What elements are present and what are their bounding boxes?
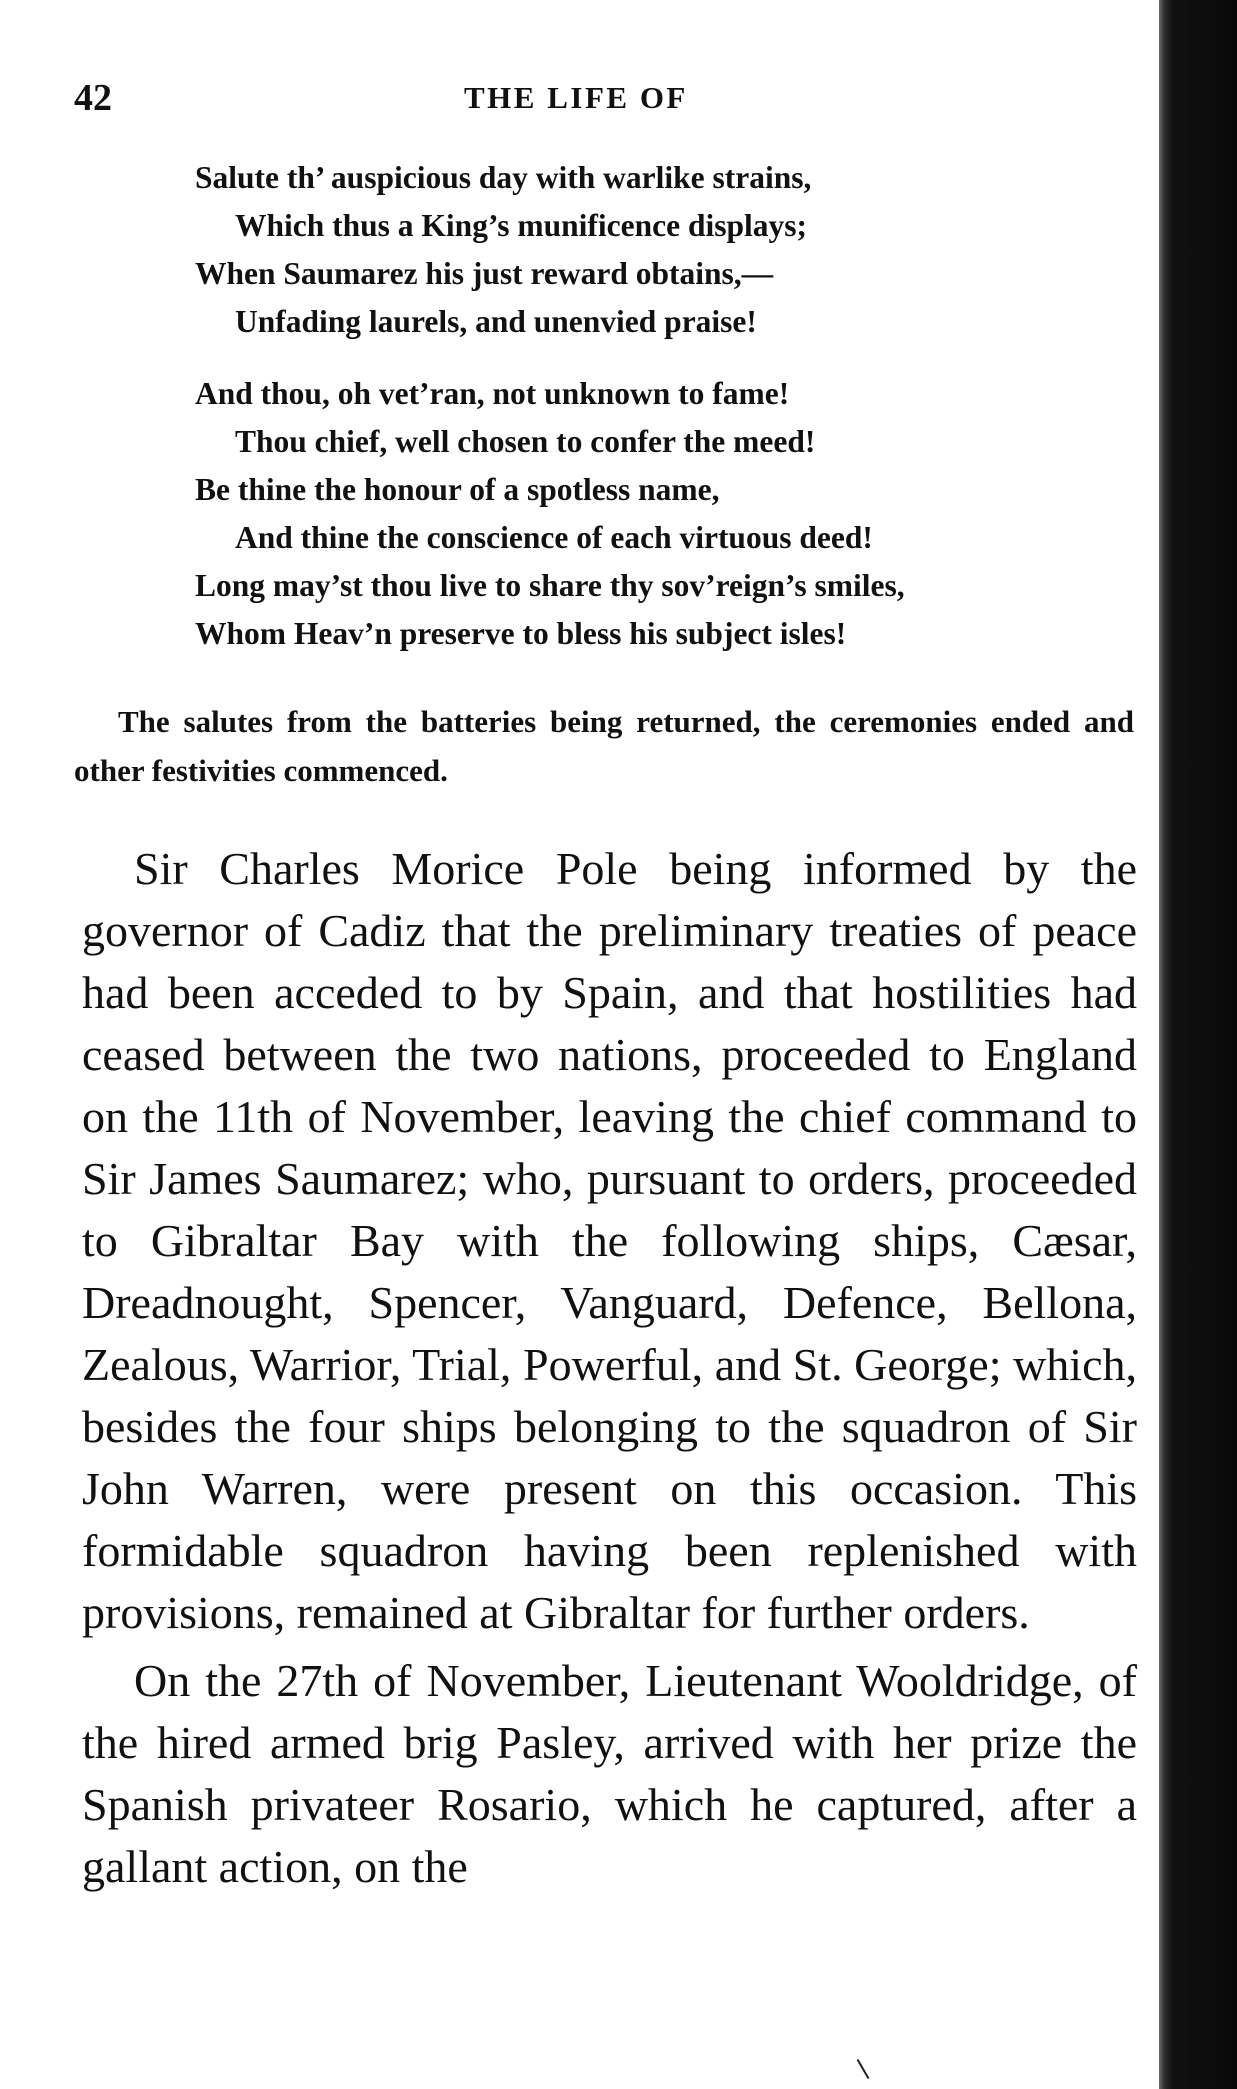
running-head: THE LIFE OF <box>464 80 688 115</box>
stray-ink-mark <box>857 2059 870 2079</box>
body-paragraph: On the 27th of November, Lieutenant Wooldridge, of the hired armed brig Pasley, arrived with her prize the Spanish privateer Rosario, which he captured, after a gallant action, on the <box>82 1655 1137 1892</box>
verse-line: Unfading laurels, and unenvied praise! <box>235 304 757 339</box>
poem <box>195 154 1095 658</box>
poem-stanza-1 <box>195 154 1095 346</box>
verse-line: Thou chief, well chosen to confer the meed! <box>235 424 816 459</box>
verse-line: Whom Heav’n preserve to bless his subject isles! <box>195 616 847 651</box>
verse-line: And thine the conscience of each virtuous deed! <box>235 520 873 555</box>
body-text <box>82 838 1137 1898</box>
body-paragraph: Sir Charles Morice Pole being informed by the governor of Cadiz that the preliminary treaties of peace had been acceded to by Spain, and that hostilities had ceased between the two nations, proceeded to England on the 11th of November, leaving the chief command to Sir James Saumarez; who, pursuant to orders, proceeded to Gibraltar Bay with the following ships, Cæsar, Dreadnought, Spencer, Vanguard, Defence, Bellona, Zealous, Warrior, Trial, Powerful, and St. George; which, besides the four ships belonging to the squadron of Sir John Warren, were present on this occasion. This formidable squadron having been replenished with provisions, remained at Gibraltar for further orders. <box>82 843 1137 1638</box>
verse-line: Which thus a King’s munificence displays; <box>235 208 808 243</box>
verse-line: Salute th’ auspicious day with warlike strains, <box>195 160 812 195</box>
verse-line: Be thine the honour of a spotless name, <box>195 472 720 507</box>
verse-line: Long may’st thou live to share thy sov’reign’s smiles, <box>195 568 905 603</box>
verse-line: When Saumarez his just reward obtains,— <box>195 256 774 291</box>
verse-line: And thou, oh vet’ran, not unknown to fame! <box>195 376 790 411</box>
page-binding-edge <box>1159 0 1237 2089</box>
ceremony-note: The salutes from the batteries being returned, the ceremonies ended and other festivities commenced. <box>74 704 1134 788</box>
poem-stanza-2 <box>195 370 1095 658</box>
page-header <box>74 76 1124 126</box>
page-number: 42 <box>74 77 112 119</box>
